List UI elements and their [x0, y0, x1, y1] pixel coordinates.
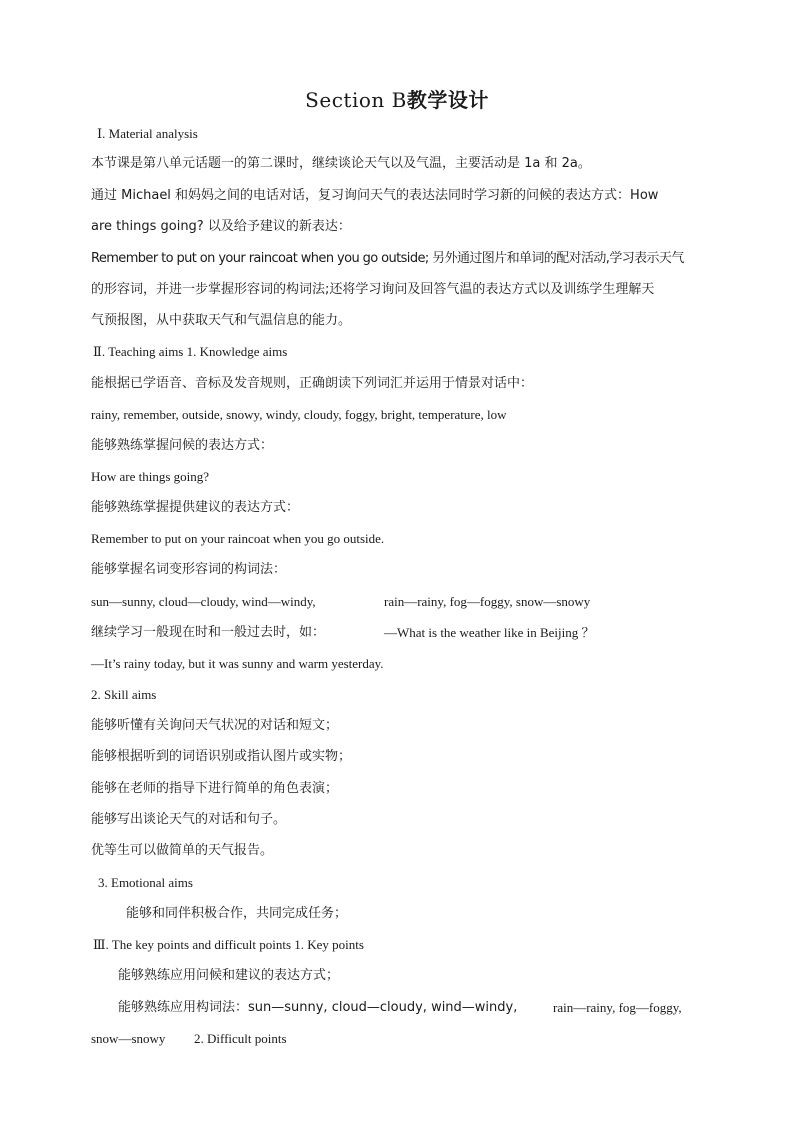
example-answer: —It’s rainy today, but it was sunny and warm yesterday.: [91, 656, 384, 671]
example-sentence: How are things going?: [91, 469, 210, 484]
example-sentence: Remember to put on your raincoat when you go outside.: [91, 531, 385, 546]
paragraph-line: 能够掌握名词变形容词的构词法：: [91, 562, 287, 577]
subheading-skill-aims: 2. Skill aims: [91, 687, 157, 702]
paragraph-line: 的形容词，并进一步掌握形容词的构词法;还将学习询问及回答气温的表达方式以及训练学生理解天: [91, 282, 655, 297]
paragraph-line: 能够写出谈论天气的对话和句子。: [91, 812, 287, 827]
paragraph-line: 能根据已学语音、音标及发音规则，正确朗读下列词汇并运用于情景对话中：: [91, 376, 534, 391]
paragraph-line: 能够熟练掌握提供建议的表达方式：: [91, 500, 300, 515]
word-formation-examples-part2: rain—rainy, fog—foggy,: [553, 1000, 682, 1015]
subheading-difficult-points: 2. Difficult points: [194, 1031, 287, 1046]
paragraph-line: Remember to put on your raincoat when you go outside; 另外通过图片和单词的配对活动,学习表示天气: [91, 251, 684, 266]
page-title: [0, 84, 794, 113]
paragraph-line: 继续学习一般现在时和一般过去时，如：: [91, 625, 326, 640]
title-english: Section B: [305, 88, 407, 112]
word-formation-examples-end: snow—snowy: [91, 1031, 166, 1046]
paragraph-line: 能够熟练应用构词法：sun—sunny, cloud—cloudy, wind—windy,: [118, 1000, 518, 1015]
section-heading-teaching-aims: Ⅱ. Teaching aims 1. Knowledge aims: [93, 344, 288, 359]
paragraph-line: 能够听懂有关询问天气状况的对话和短文；: [91, 718, 339, 733]
paragraph-line: are things going? 以及给予建议的新表达：: [91, 219, 351, 234]
paragraph-line: 能够熟练应用问候和建议的表达方式；: [118, 968, 340, 983]
word-formation-examples-part1: sun—sunny, cloud—cloudy, wind—windy,: [91, 594, 316, 609]
title-chinese: 教学设计: [406, 88, 489, 112]
paragraph-line: 气预报图，从中获取天气和气温信息的能力。: [91, 313, 352, 328]
subheading-emotional-aims: 3. Emotional aims: [98, 875, 193, 890]
vocabulary-list: rainy, remember, outside, snowy, windy, cloudy, foggy, bright, temperature, low: [91, 407, 507, 422]
paragraph-line: 能够在老师的指导下进行简单的角色表演；: [91, 781, 339, 796]
section-heading-key-points: Ⅲ. The key points and difficult points 1. Key points: [93, 937, 364, 952]
word-formation-examples-part2: rain—rainy, fog—foggy, snow—snowy: [384, 594, 591, 609]
example-question: —What is the weather like in Beijing ？: [384, 625, 595, 640]
paragraph-line: 能够熟练掌握问候的表达方式：: [91, 438, 274, 453]
paragraph-line: 能够根据听到的词语识别或指认图片或实物；: [91, 749, 352, 764]
paragraph-line: 本节课是第八单元话题一的第二课时，继续谈论天气以及气温，主要活动是 1a 和 2a。: [91, 156, 591, 171]
paragraph-line: 能够和同伴积极合作，共同完成任务；: [126, 906, 348, 921]
section-heading-material-analysis: Ⅰ. Material analysis: [97, 126, 198, 141]
paragraph-line: 优等生可以做简单的天气报告。: [91, 843, 274, 858]
paragraph-line: 通过 Michael 和妈妈之间的电话对话，复习询问天气的表达法同时学习新的问候的表达方式：How: [91, 188, 659, 203]
